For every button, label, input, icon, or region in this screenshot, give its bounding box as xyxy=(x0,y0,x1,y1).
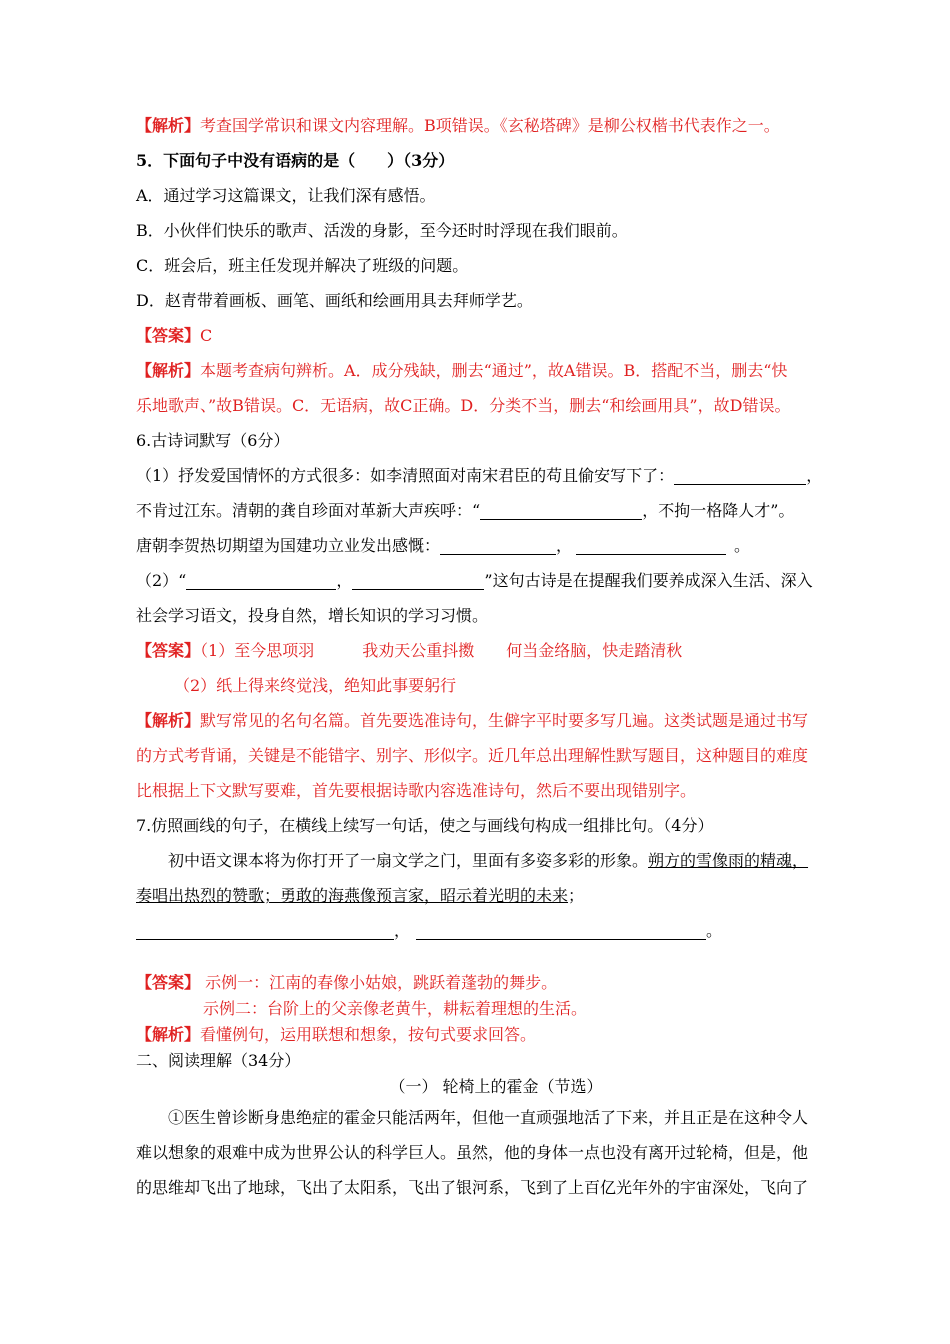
question-5-option-d: D．赵青带着画板、画笔、画纸和绘画用具去拜师学艺。 xyxy=(136,291,533,310)
question-6-part-1-line-2 xyxy=(136,493,856,528)
question-7-example-line-2 xyxy=(136,878,856,913)
prompt-text: ，不拘一格降人才”。 xyxy=(642,501,795,520)
question-6-part-2-line-1 xyxy=(136,563,856,598)
prompt-text: （2）“ xyxy=(136,571,187,590)
prompt-text: ”这句古诗是在提醒我们要养成深入生活、深入 xyxy=(484,571,813,590)
analysis-tag: 【解析】 xyxy=(136,1025,201,1044)
prompt-text: 不肯过江东。清朝的龚自珍面对革新大声疾呼：“ xyxy=(136,501,481,520)
answer-blank[interactable] xyxy=(416,921,706,940)
answer-blank[interactable] xyxy=(136,921,394,940)
question-5-analysis-line-1 xyxy=(136,353,856,388)
analysis-text: 看懂例句，运用联想和想象，按句式要求回答。 xyxy=(200,1025,537,1044)
section-2-title: 二、阅读理解（34分） xyxy=(136,1051,301,1070)
question-5-title: 5．下面句子中没有语病的是（ ）（3分） xyxy=(136,151,455,170)
question-6-analysis-line-2: 的方式考背诵，关键是不能错字、别字、形似字。近几年总出理解性默写题目，这种题目的难度 xyxy=(136,746,809,765)
question-7-answer-line-1 xyxy=(136,970,856,996)
question-6-title: 6.古诗词默写（6分） xyxy=(136,431,290,450)
underlined-sentence: 朔方的雪像雨的精魂， xyxy=(648,851,809,870)
analysis-text: 默写常见的名句名篇。首先要选准诗句，生僻字平时要多写几遍。这类试题是通过书写 xyxy=(200,711,809,730)
answer-text: （1）至今思项羽 我劝天公重抖擞 何当金络脑，快走踏清秋 xyxy=(200,641,683,660)
prompt-text: 唐朝李贺热切期望为国建功立业发出感慨： xyxy=(136,536,441,555)
punctuation: ， xyxy=(806,466,823,485)
question-6-analysis-line-1 xyxy=(136,703,856,738)
answer-tag: 【答案】 xyxy=(136,641,201,660)
analysis-text: 考查国学常识和课文内容理解。B项错误。《玄秘塔碑》是柳公权楷书代表作之一。 xyxy=(200,116,780,135)
passage-paragraph-line-1: ①医生曾诊断身患绝症的霍金只能活两年，但他一直顽强地活了下来，并且正是在这种令人 xyxy=(168,1108,809,1127)
passage-paragraph-line-2: 难以想象的艰难中成为世界公认的科学巨人。虽然，他的身体一点也没有离开过轮椅，但是，他 xyxy=(136,1143,809,1162)
question-6-answer-line-2: （2）纸上得来终觉浅，绝知此事要躬行 xyxy=(174,676,457,695)
answer-blank[interactable] xyxy=(674,466,806,485)
question-5-answer xyxy=(136,318,856,353)
answer-blank[interactable] xyxy=(186,571,336,590)
punctuation: ， xyxy=(394,921,411,940)
top-analysis xyxy=(136,108,856,143)
example-text: 初中语文课本将为你打开了一扇文学之门，里面有多姿多彩的形象。 xyxy=(168,851,649,870)
question-7-answer-blanks xyxy=(136,913,856,948)
punctuation: ， xyxy=(336,571,353,590)
question-7-example-line-1 xyxy=(136,843,856,878)
answer-tag: 【答案】 xyxy=(136,973,201,992)
question-6-part-2-line-2: 社会学习语文，投身自然，增长知识的学习习惯。 xyxy=(136,606,489,625)
answer-blank[interactable] xyxy=(576,536,726,555)
analysis-text: 本题考查病句辨析。A．成分残缺，删去“通过”，故A错误。B．搭配不当，删去“快 xyxy=(200,361,788,380)
punctuation: 。 xyxy=(706,921,723,940)
punctuation: ； xyxy=(568,886,585,905)
question-6-analysis-line-3: 比根据上下文默写要难，首先要根据诗歌内容选准诗句，然后不要出现错别字。 xyxy=(136,781,697,800)
punctuation: 。 xyxy=(734,536,751,555)
answer-text: C xyxy=(200,326,213,345)
question-5-option-a: A．通过学习这篇课文，让我们深有感悟。 xyxy=(136,186,436,205)
analysis-tag: 【解析】 xyxy=(136,116,201,135)
question-5-analysis-line-2: 乐地歌声、”故B错误。C．无语病，故C正确。D．分类不当，删去“和绘画用具”，故D错误。 xyxy=(136,396,791,415)
answer-blank[interactable] xyxy=(480,501,642,520)
question-7-analysis xyxy=(136,1022,856,1048)
prompt-text: （1）抒发爱国情怀的方式很多：如李清照面对南宋君臣的苟且偷安写下了： xyxy=(136,466,675,485)
analysis-tag: 【解析】 xyxy=(136,711,201,730)
passage-title: （一） 轮椅上的霍金（节选） xyxy=(389,1077,603,1096)
question-5-option-c: C．班会后，班主任发现并解决了班级的问题。 xyxy=(136,256,469,275)
question-6-part-1-line-1 xyxy=(136,458,856,493)
document-page xyxy=(136,108,856,1205)
answer-tag: 【答案】 xyxy=(136,326,201,345)
answer-text: 示例一：江南的春像小姑娘，跳跃着蓬勃的舞步。 xyxy=(200,973,558,992)
analysis-tag: 【解析】 xyxy=(136,361,201,380)
passage-paragraph-line-3: 的思维却飞出了地球，飞出了太阳系，飞出了银河系，飞到了上百亿光年外的宇宙深处，飞向了 xyxy=(136,1178,809,1197)
question-6-answer-line-1 xyxy=(136,633,856,668)
underlined-sentence: 奏唱出热烈的赞歌；勇敢的海燕像预言家，昭示着光明的未来 xyxy=(136,886,569,905)
punctuation: ， xyxy=(556,536,573,555)
question-6-part-1-line-3 xyxy=(136,528,856,563)
question-5-option-b: B．小伙伴们快乐的歌声、活泼的身影，至今还时时浮现在我们眼前。 xyxy=(136,221,628,240)
answer-blank[interactable] xyxy=(352,571,484,590)
answer-blank[interactable] xyxy=(440,536,556,555)
question-7-title: 7.仿照画线的句子，在横线上续写一句话，使之与画线句构成一组排比句。（4分） xyxy=(136,816,714,835)
question-7-answer-line-2: 示例二：台阶上的父亲像老黄牛，耕耘着理想的生活。 xyxy=(203,999,588,1018)
